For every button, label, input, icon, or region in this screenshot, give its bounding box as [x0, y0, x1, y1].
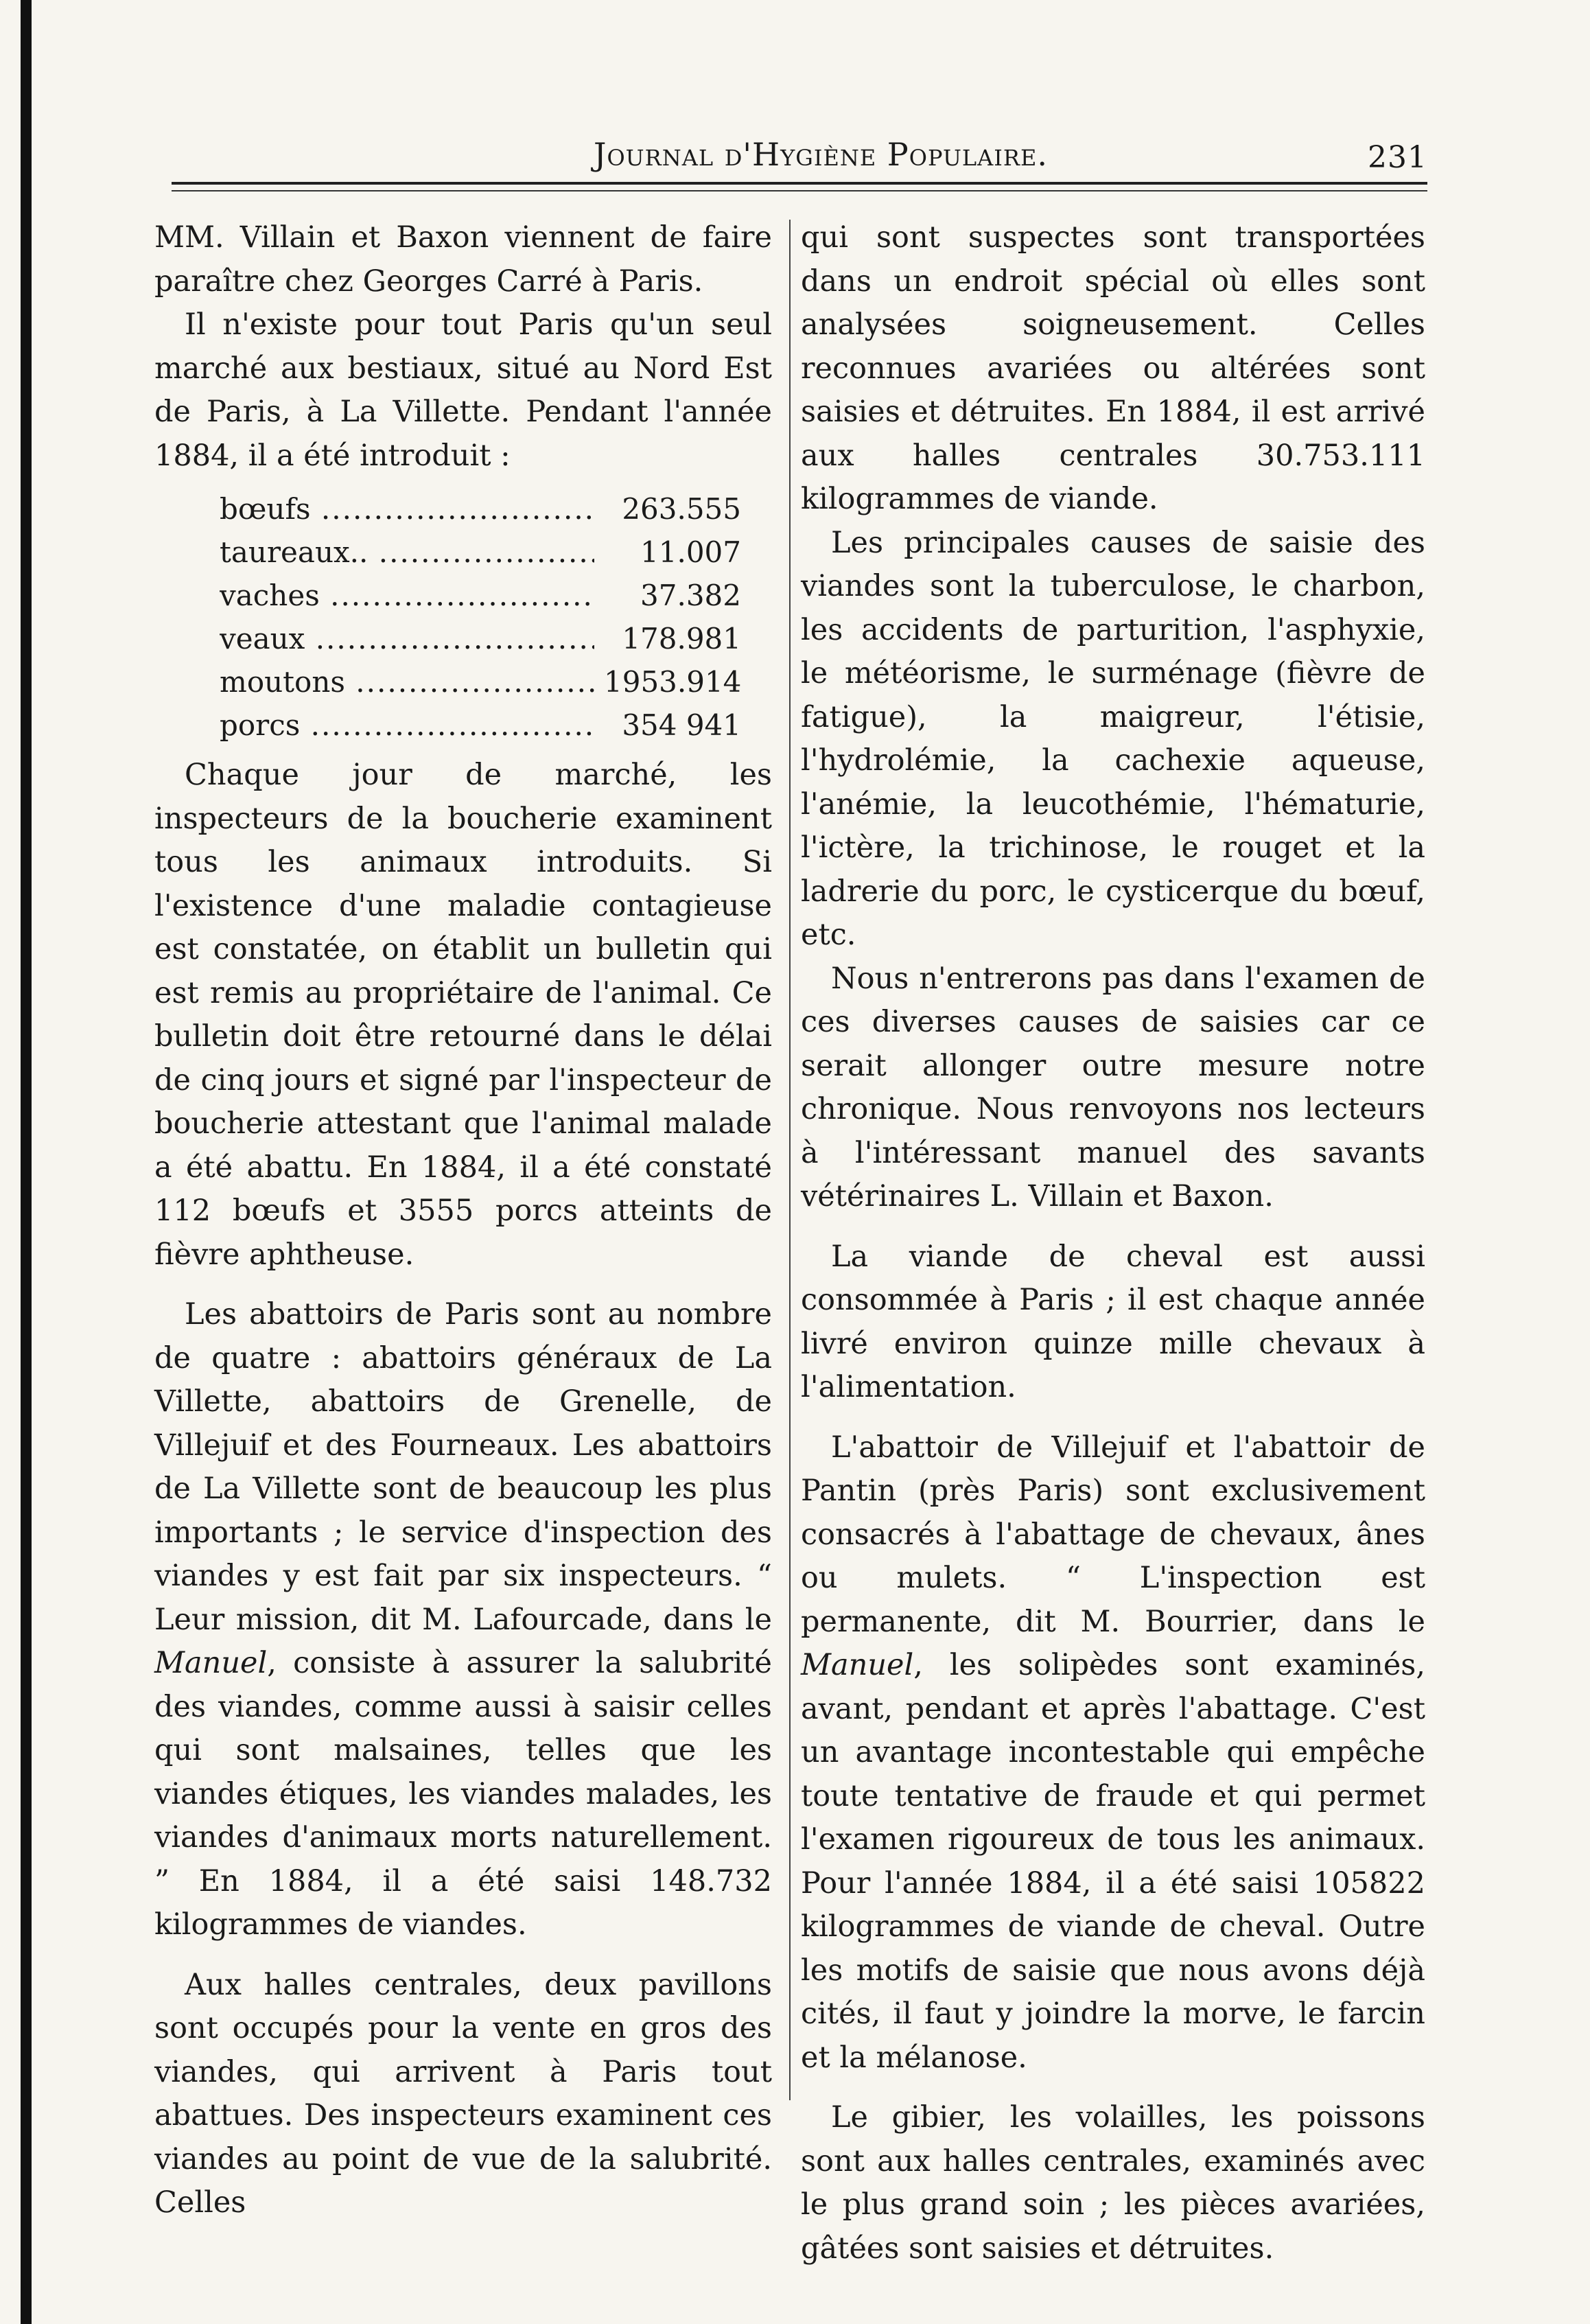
paragraph-text: , consiste à assurer la salubrité des viandes, comme aussi à saisir celles qui sont malsaines, telles que les viandes étiques, les viandes malades, les viandes d'animaux morts naturellement. ” En 1884, il a été saisi 148.732 kilogrammes de viandes. — [154, 1646, 772, 1942]
livestock-label: taureaux.. ..... — [220, 531, 594, 574]
paragraph — [154, 1293, 772, 1947]
livestock-table — [220, 487, 741, 747]
paragraph: MM. Villain et Baxon viennent de faire paraître chez Georges Carré à Paris. — [154, 220, 772, 299]
running-header — [172, 129, 1448, 184]
paragraph: qui sont suspectes sont transportées dans un endroit spécial où elles sont analysées soigneusement. Celles reconnues avariées ou altérées sont saisies et détruites. En 1884, il est arrivé aux halles centrales 30.753.111 kilogrammes de viande. — [801, 220, 1425, 516]
paragraph — [801, 1426, 1425, 2080]
livestock-label: veaux ..... — [220, 617, 594, 660]
paragraph: Il n'existe pour tout Paris qu'un seul marché aux bestiaux, situé au Nord Est de Paris, à La Villette. Pendant l'année 1884, il a été introduit : — [154, 307, 772, 473]
scan-edge — [21, 0, 32, 2324]
header-rule — [172, 182, 1427, 185]
table-row — [220, 704, 741, 747]
paragraph-text: Les abattoirs de Paris sont au nombre de quatre : abattoirs généraux de La Villette, abattoirs de Grenelle, de Villejuif et des Fourneaux. Les abattoirs de La Villette sont de beaucoup les plus importants ; le service d'inspection des viandes y est fait par six inspecteurs. “ Leur mission, dit M. Lafourcade, dans le — [154, 1297, 772, 1637]
livestock-count: 354 941 — [622, 708, 741, 742]
journal-title: Journal d'Hygiène Populaire. — [594, 136, 1049, 173]
paragraph: Le gibier, les volailles, les poissons sont aux halles centrales, examinés avec le plus grand soin ; les pièces avariées, gâtées sont saisies et détruites. — [801, 2100, 1425, 2266]
paragraph: La viande de cheval est aussi consommée à Paris ; il est chaque année livré environ quinze mille chevaux à l'alimentation. — [801, 1239, 1425, 1404]
table-row — [220, 574, 741, 617]
table-row — [220, 487, 741, 531]
left-column — [154, 216, 772, 2225]
paragraph: Aux halles centrales, deux pavillons sont occupés pour la vente en gros des viandes, qui arrivent à Paris tout abattues. Des inspecteurs examinent ces viandes au point de vue de la salubrité. Celles — [154, 1967, 772, 2220]
livestock-count: 37.382 — [640, 579, 741, 612]
manuel-reference: Manuel — [801, 1648, 914, 1682]
livestock-label: porcs ..... — [220, 704, 594, 747]
table-row — [220, 531, 741, 574]
right-column — [801, 216, 1425, 2270]
livestock-label: moutons ..... — [220, 660, 594, 704]
paragraph: Les principales causes de saisie des viandes sont la tuberculose, le charbon, les accidents de parturition, l'asphyxie, le météorisme, le surménage (fièvre de fatigue), la maigreur, l'étisie, l'hydrolémie, la cachexie aqueuse, l'anémie, la leucothémie, l'hématurie, l'ictère, la trichinose, le rouget et la ladrerie du porc, le cysticerque du bœuf, etc. — [801, 525, 1425, 952]
header-rule-thin — [172, 190, 1427, 191]
manuel-reference: Manuel — [154, 1646, 268, 1680]
page-number: 231 — [1368, 140, 1427, 175]
column-divider — [789, 220, 791, 2100]
livestock-count: 11.007 — [640, 535, 741, 569]
table-row — [220, 617, 741, 660]
livestock-label: bœufs ..... — [220, 487, 594, 531]
livestock-count: 178.981 — [622, 622, 741, 655]
paragraph: Chaque jour de marché, les inspecteurs de la boucherie examinent tous les animaux introduits. Si l'existence d'une maladie contagieuse est constatée, on établit un bulletin qui est remis au propriétaire de l'animal. Ce bulletin doit être retourné dans le délai de cinq jours et signé par l'inspecteur de boucherie attestant que l'animal malade a été abattu. En 1884, il a été constaté 112 bœufs et 3555 porcs atteints de fièvre aphtheuse. — [154, 758, 772, 1272]
livestock-count: 263.555 — [622, 492, 741, 526]
table-row — [220, 660, 741, 704]
paragraph: Nous n'entrerons pas dans l'examen de ces diverses causes de saisies car ce serait allonger outre mesure notre chronique. Nous renvoyons nos lecteurs à l'intéressant manuel des savants vétérinaires L. Villain et Baxon. — [801, 961, 1425, 1213]
livestock-count: 1953.914 — [604, 665, 742, 699]
paragraph-text: L'abattoir de Villejuif et l'abattoir de Pantin (près Paris) sont exclusivement consacrés à l'abattage de chevaux, ânes ou mulets. “ L'inspection est permanente, dit M. Bourrier, dans le — [801, 1430, 1425, 1639]
livestock-label: vaches ..... — [220, 574, 594, 617]
paragraph-text: , les solipèdes sont examinés, avant, pendant et après l'abattage. C'est un avantage incontestable qui empêche toute tentative de fraude et qui permet l'examen rigoureux de tous les animaux. Pour l'année 1884, il a été saisi 105822 kilogrammes de viande de cheval. Outre les motifs de saisie que nous avons déjà cités, il faut y joindre la morve, le farcin et la mélanose. — [801, 1648, 1425, 2075]
